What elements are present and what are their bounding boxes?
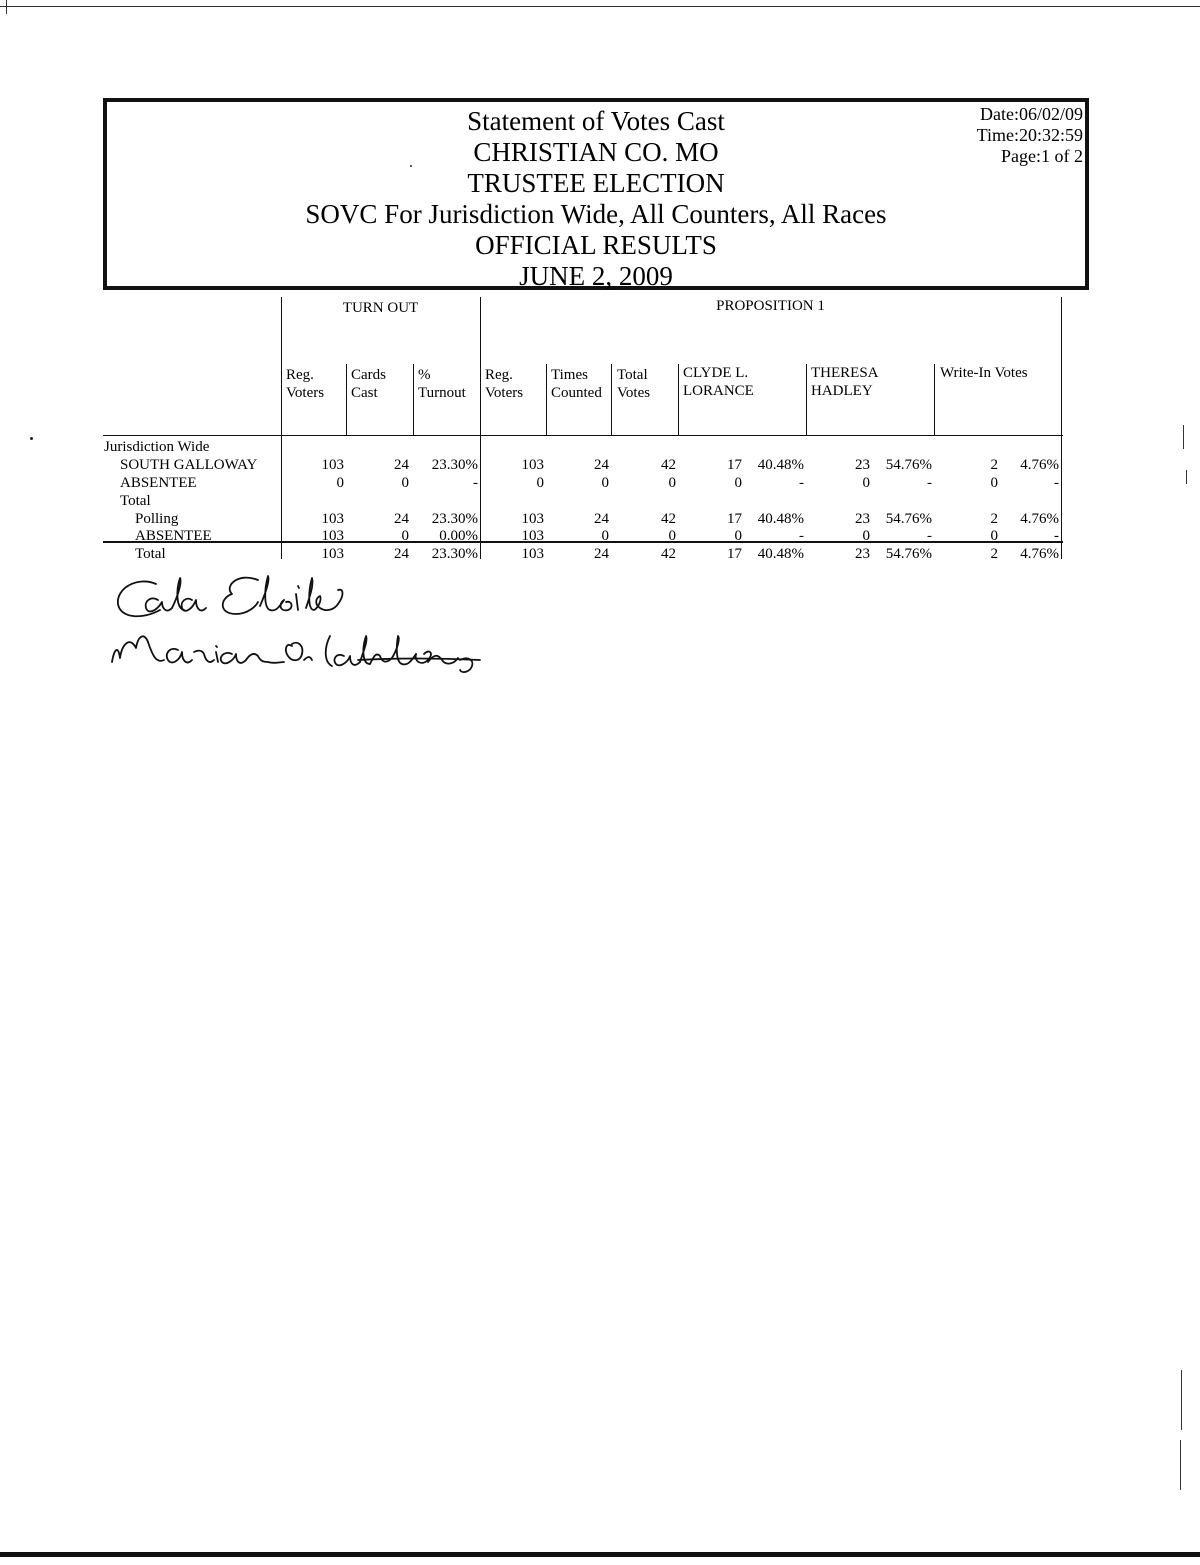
election-name: TRUSTEE ELECTION bbox=[467, 168, 725, 198]
cell-hadley-pct: - bbox=[927, 475, 932, 491]
cell-lorance-votes: 17 bbox=[727, 546, 742, 562]
election-date: JUNE 2, 2009 bbox=[519, 261, 673, 291]
group-turnout: TURN OUT bbox=[342, 300, 419, 316]
cell-prop-reg-voters: 103 bbox=[521, 546, 544, 562]
cell-lorance-pct: 40.48% bbox=[757, 457, 804, 473]
cell-times-counted: 24 bbox=[594, 546, 609, 562]
cell-hadley-votes: 0 bbox=[862, 475, 870, 491]
table-rule bbox=[281, 297, 282, 559]
row-label-absentee-total: ABSENTEE bbox=[135, 528, 212, 544]
cell-total-votes: 42 bbox=[661, 457, 676, 473]
scan-edge-mark bbox=[1180, 1440, 1181, 1490]
table-rule bbox=[678, 364, 679, 436]
cell-cards-cast: 24 bbox=[394, 546, 409, 562]
col-clyde-lorance: CLYDE L. LORANCE bbox=[683, 365, 754, 399]
cell-hadley-pct: 54.76% bbox=[885, 511, 932, 527]
table-total-rule bbox=[103, 541, 1063, 543]
cell-lorance-pct: 40.48% bbox=[757, 546, 804, 562]
cell-lorance-votes: 0 bbox=[734, 528, 742, 544]
table-rule bbox=[1061, 297, 1062, 559]
cell-hadley-pct: - bbox=[927, 528, 932, 544]
report-time: Time:20:32:59 bbox=[976, 125, 1083, 145]
report-title: Statement of Votes Cast bbox=[467, 106, 725, 136]
cell-times-counted: 0 bbox=[601, 528, 609, 544]
cell-prop-reg-voters: 103 bbox=[521, 457, 544, 473]
table-rule bbox=[480, 297, 481, 559]
cell-hadley-votes: 23 bbox=[855, 511, 870, 527]
row-label-absentee: ABSENTEE bbox=[120, 475, 197, 491]
signature-image bbox=[108, 570, 508, 690]
cell-lorance-votes: 17 bbox=[727, 457, 742, 473]
row-label-south-galloway: SOUTH GALLOWAY bbox=[120, 457, 258, 473]
scan-edge-mark bbox=[1181, 1370, 1182, 1430]
cell-pct-turnout: 23.30% bbox=[431, 457, 478, 473]
cell-hadley-votes: 0 bbox=[862, 528, 870, 544]
cell-reg-voters: 0 bbox=[336, 475, 344, 491]
cell-cards-cast: 0 bbox=[401, 528, 409, 544]
cell-write-in-pct: - bbox=[1054, 528, 1059, 544]
group-proposition-1: PROPOSITION 1 bbox=[716, 298, 825, 314]
table-rule bbox=[346, 364, 347, 436]
cell-lorance-pct: - bbox=[799, 475, 804, 491]
cell-total-votes: 0 bbox=[668, 475, 676, 491]
table-rule bbox=[546, 364, 547, 436]
cell-pct-turnout: - bbox=[473, 475, 478, 491]
cell-lorance-pct: - bbox=[799, 528, 804, 544]
cell-reg-voters: 103 bbox=[321, 528, 344, 544]
scan-border-bottom bbox=[0, 1552, 1200, 1557]
cell-prop-reg-voters: 103 bbox=[521, 528, 544, 544]
cell-pct-turnout: 23.30% bbox=[431, 511, 478, 527]
cell-write-in-pct: 4.76% bbox=[1020, 546, 1059, 562]
results-table bbox=[0, 0, 1200, 600]
col-theresa-hadley: THERESA HADLEY bbox=[811, 365, 879, 399]
page-number: Page:1 of 2 bbox=[1001, 146, 1083, 166]
table-rule bbox=[413, 364, 414, 436]
cell-hadley-pct: 54.76% bbox=[885, 546, 932, 562]
cell-total-votes: 42 bbox=[661, 511, 676, 527]
cell-write-in-votes: 2 bbox=[990, 457, 998, 473]
cell-write-in-votes: 0 bbox=[990, 528, 998, 544]
cell-lorance-votes: 17 bbox=[727, 511, 742, 527]
cell-total-votes: 0 bbox=[668, 528, 676, 544]
cell-prop-reg-voters: 0 bbox=[536, 475, 544, 491]
col-times-counted: Times Counted bbox=[551, 367, 602, 401]
col-total-votes: Total Votes bbox=[617, 367, 651, 401]
cell-times-counted: 0 bbox=[601, 475, 609, 491]
col-prop-reg-voters: Reg. Voters bbox=[485, 367, 524, 401]
row-label-jurisdiction-wide: Jurisdiction Wide bbox=[104, 439, 210, 455]
cell-hadley-pct: 54.76% bbox=[885, 457, 932, 473]
cell-write-in-votes: 2 bbox=[990, 511, 998, 527]
row-label-total-group: Total bbox=[120, 493, 151, 509]
cell-times-counted: 24 bbox=[594, 511, 609, 527]
cell-write-in-pct: - bbox=[1054, 475, 1059, 491]
cell-pct-turnout: 0.00% bbox=[439, 528, 478, 544]
row-label-grand-total: Total bbox=[135, 546, 166, 562]
cell-write-in-pct: 4.76% bbox=[1020, 511, 1059, 527]
report-date: Date:06/02/09 bbox=[980, 104, 1083, 124]
results-status: OFFICIAL RESULTS bbox=[475, 230, 717, 260]
cell-hadley-votes: 23 bbox=[855, 546, 870, 562]
table-header-rule bbox=[103, 435, 1063, 436]
col-reg-voters: Reg. Voters bbox=[286, 367, 325, 401]
cell-cards-cast: 24 bbox=[394, 457, 409, 473]
cell-pct-turnout: 23.30% bbox=[431, 546, 478, 562]
cell-lorance-votes: 0 bbox=[734, 475, 742, 491]
cell-prop-reg-voters: 103 bbox=[521, 511, 544, 527]
cell-reg-voters: 103 bbox=[321, 546, 344, 562]
col-cards-cast: Cards Cast bbox=[351, 367, 386, 401]
col-write-in-votes: Write-In Votes bbox=[940, 365, 1028, 381]
cell-reg-voters: 103 bbox=[321, 457, 344, 473]
county-name: CHRISTIAN CO. MO bbox=[473, 137, 719, 167]
cell-total-votes: 42 bbox=[661, 546, 676, 562]
row-label-polling: Polling bbox=[135, 511, 179, 527]
cell-reg-voters: 103 bbox=[321, 511, 344, 527]
cell-times-counted: 24 bbox=[594, 457, 609, 473]
table-rule bbox=[611, 364, 612, 436]
table-rule bbox=[806, 364, 807, 436]
cell-lorance-pct: 40.48% bbox=[757, 511, 804, 527]
cell-write-in-votes: 0 bbox=[990, 475, 998, 491]
cell-cards-cast: 0 bbox=[401, 475, 409, 491]
col-percent-turnout: % Turnout bbox=[418, 367, 466, 401]
table-rule bbox=[934, 364, 935, 436]
report-scope: SOVC For Jurisdiction Wide, All Counters, All Races bbox=[305, 199, 887, 229]
cell-write-in-votes: 2 bbox=[990, 546, 998, 562]
cell-hadley-votes: 23 bbox=[855, 457, 870, 473]
cell-cards-cast: 24 bbox=[394, 511, 409, 527]
cell-write-in-pct: 4.76% bbox=[1020, 457, 1059, 473]
